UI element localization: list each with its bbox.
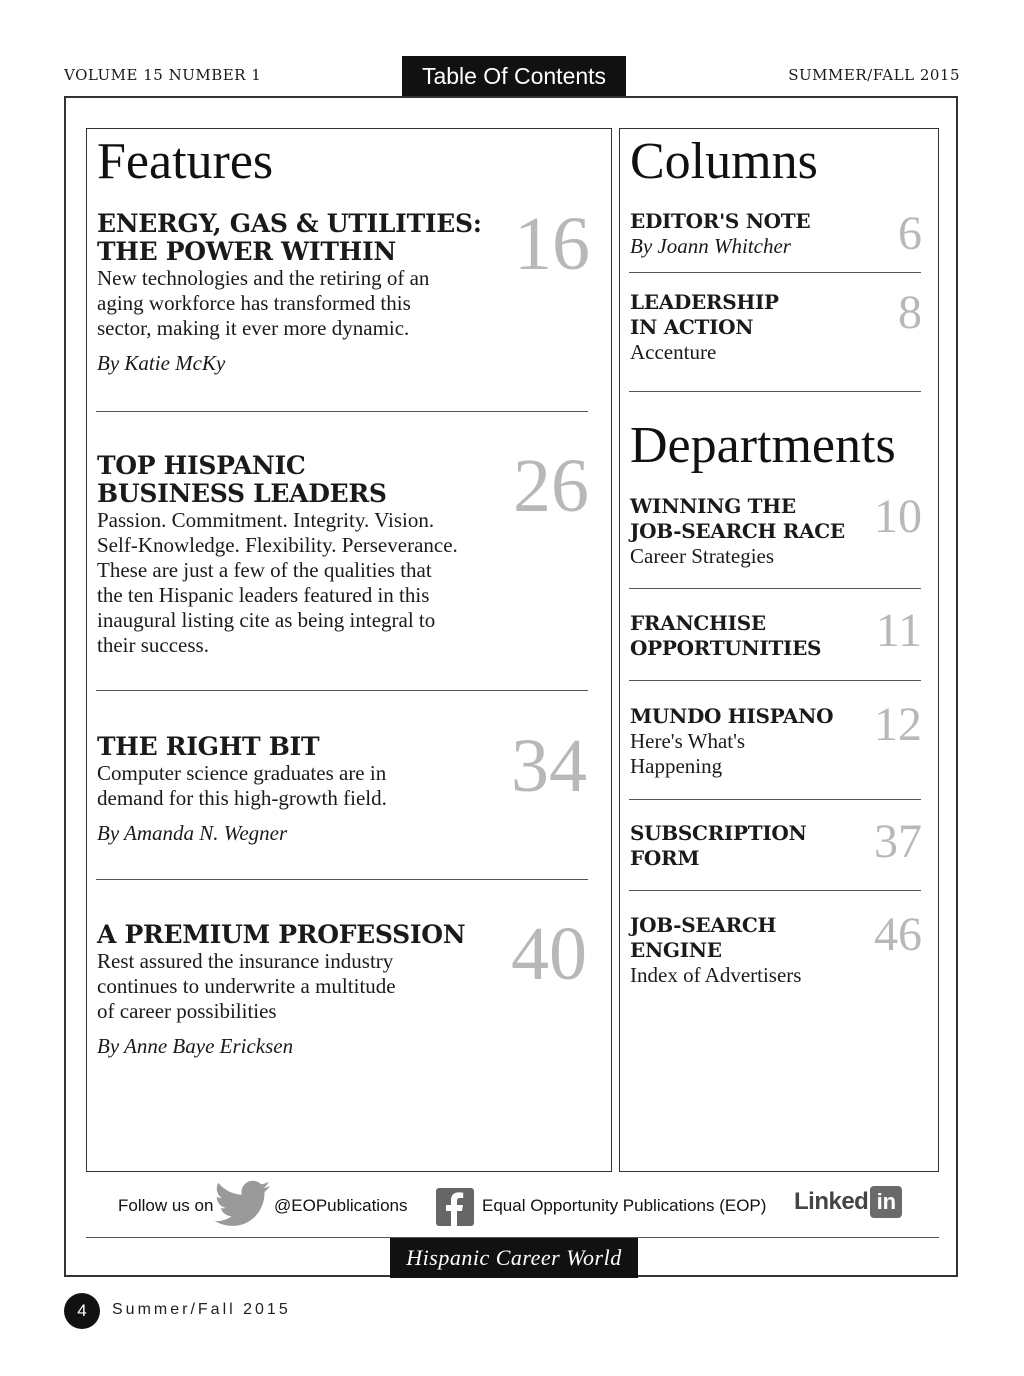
column-item[interactable] bbox=[630, 209, 860, 259]
feature-byline: By Anne Baye Ericksen bbox=[97, 1034, 294, 1058]
column-page-number: 8 bbox=[898, 286, 922, 339]
department-title: FORM bbox=[630, 846, 700, 870]
feature-desc: continues to underwrite a multitude bbox=[97, 974, 396, 998]
feature-page-number: 16 bbox=[514, 202, 590, 286]
feature-desc: aging workforce has transformed this bbox=[97, 291, 411, 315]
department-title: JOB-SEARCH bbox=[630, 913, 777, 937]
department-page-number: 11 bbox=[875, 604, 922, 657]
follow-label: Follow us on bbox=[118, 1196, 214, 1215]
feature-desc: Self-Knowledge. Flexibility. Perseverance. bbox=[97, 533, 458, 557]
feature-title: A PREMIUM PROFESSION bbox=[97, 920, 466, 949]
department-title: ENGINE bbox=[630, 938, 722, 962]
feature-title: ENERGY, GAS & UTILITIES: bbox=[97, 209, 482, 238]
feature-desc: sector, making it ever more dynamic. bbox=[97, 316, 410, 340]
publication-tab bbox=[390, 1238, 638, 1278]
department-page-number: 37 bbox=[874, 815, 922, 868]
linkedin-wordmark: Linked bbox=[794, 1188, 869, 1215]
department-page-number: 46 bbox=[874, 908, 922, 961]
twitter-icon[interactable] bbox=[214, 1180, 272, 1228]
features-heading: Features bbox=[97, 133, 274, 190]
feature-desc: demand for this high-growth field. bbox=[97, 786, 387, 810]
feature-item[interactable] bbox=[97, 921, 497, 1059]
columns-heading: Columns bbox=[630, 133, 818, 190]
feature-desc: inaugural listing cite as being integral to bbox=[97, 608, 436, 632]
feature-title: THE POWER WITHIN bbox=[97, 237, 396, 266]
divider bbox=[96, 690, 588, 691]
season-label: SUMMER/FALL 2015 bbox=[788, 66, 960, 84]
column-title: IN ACTION bbox=[630, 315, 754, 339]
feature-desc: Computer science graduates are in bbox=[97, 761, 387, 785]
department-item[interactable] bbox=[630, 611, 870, 661]
feature-desc: Passion. Commitment. Integrity. Vision. bbox=[97, 508, 435, 532]
departments-heading: Departments bbox=[630, 417, 896, 474]
column-desc: Accenture bbox=[630, 340, 717, 364]
divider bbox=[629, 890, 921, 891]
feature-desc: the ten Hispanic leaders featured in this bbox=[97, 583, 430, 607]
divider bbox=[96, 411, 588, 412]
facebook-icon[interactable] bbox=[436, 1188, 474, 1226]
feature-desc: their success. bbox=[97, 633, 209, 657]
feature-item[interactable] bbox=[97, 210, 497, 376]
divider bbox=[629, 799, 921, 800]
department-desc: Here's What's bbox=[630, 729, 746, 753]
department-title: WINNING THE bbox=[630, 494, 796, 518]
facebook-page-name[interactable]: Equal Opportunity Publications (EOP) bbox=[482, 1196, 767, 1215]
feature-byline: By Amanda N. Wegner bbox=[97, 821, 288, 845]
column-title: EDITOR'S NOTE bbox=[630, 209, 811, 233]
page-number-badge bbox=[64, 1293, 100, 1329]
divider bbox=[629, 588, 921, 589]
column-desc: By Joann Whitcher bbox=[630, 234, 791, 258]
divider bbox=[629, 680, 921, 681]
tab-label: Table Of Contents bbox=[421, 62, 607, 89]
department-title: OPPORTUNITIES bbox=[630, 636, 822, 660]
department-page-number: 10 bbox=[874, 490, 922, 543]
feature-byline: By Katie McKy bbox=[97, 351, 226, 375]
department-title: SUBSCRIPTION bbox=[630, 821, 807, 845]
page-number: 4 bbox=[77, 1301, 87, 1320]
divider bbox=[96, 879, 588, 880]
column-title: LEADERSHIP bbox=[630, 290, 779, 314]
department-desc: Happening bbox=[630, 754, 723, 778]
feature-item[interactable] bbox=[97, 452, 507, 658]
column-item[interactable] bbox=[630, 290, 860, 365]
feature-page-number: 40 bbox=[511, 912, 587, 996]
feature-desc: Rest assured the insurance industry bbox=[97, 949, 394, 973]
department-item[interactable] bbox=[630, 913, 870, 988]
column-page-number: 6 bbox=[898, 207, 922, 260]
divider bbox=[629, 272, 921, 273]
department-title: JOB-SEARCH RACE bbox=[630, 519, 845, 543]
twitter-handle[interactable]: @EOPublications bbox=[274, 1196, 408, 1215]
divider bbox=[629, 391, 921, 392]
linkedin-logo[interactable] bbox=[794, 1186, 902, 1218]
department-item[interactable] bbox=[630, 821, 870, 871]
feature-title: THE RIGHT BIT bbox=[97, 732, 320, 761]
department-title: FRANCHISE bbox=[630, 611, 766, 635]
department-item[interactable] bbox=[630, 494, 870, 569]
department-item[interactable] bbox=[630, 704, 870, 779]
department-desc: Index of Advertisers bbox=[630, 963, 802, 987]
feature-page-number: 26 bbox=[513, 444, 589, 528]
feature-item[interactable] bbox=[97, 733, 497, 846]
feature-desc: New technologies and the retiring of an bbox=[97, 266, 430, 290]
volume-label: VOLUME 15 NUMBER 1 bbox=[64, 66, 262, 84]
feature-desc: of career possibilities bbox=[97, 999, 277, 1023]
department-desc: Career Strategies bbox=[630, 544, 775, 568]
publication-name: Hispanic Career World bbox=[406, 1245, 622, 1270]
feature-page-number: 34 bbox=[511, 724, 587, 808]
department-page-number: 12 bbox=[874, 698, 922, 751]
issue-label: Summer/Fall 2015 bbox=[112, 1301, 291, 1318]
table-of-contents-tab bbox=[402, 56, 626, 96]
feature-title: BUSINESS LEADERS bbox=[97, 479, 387, 508]
feature-title: TOP HISPANIC bbox=[97, 451, 306, 480]
linkedin-icon: in bbox=[870, 1186, 902, 1218]
department-title: MUNDO HISPANO bbox=[630, 704, 834, 728]
feature-desc: These are just a few of the qualities that bbox=[97, 558, 432, 582]
